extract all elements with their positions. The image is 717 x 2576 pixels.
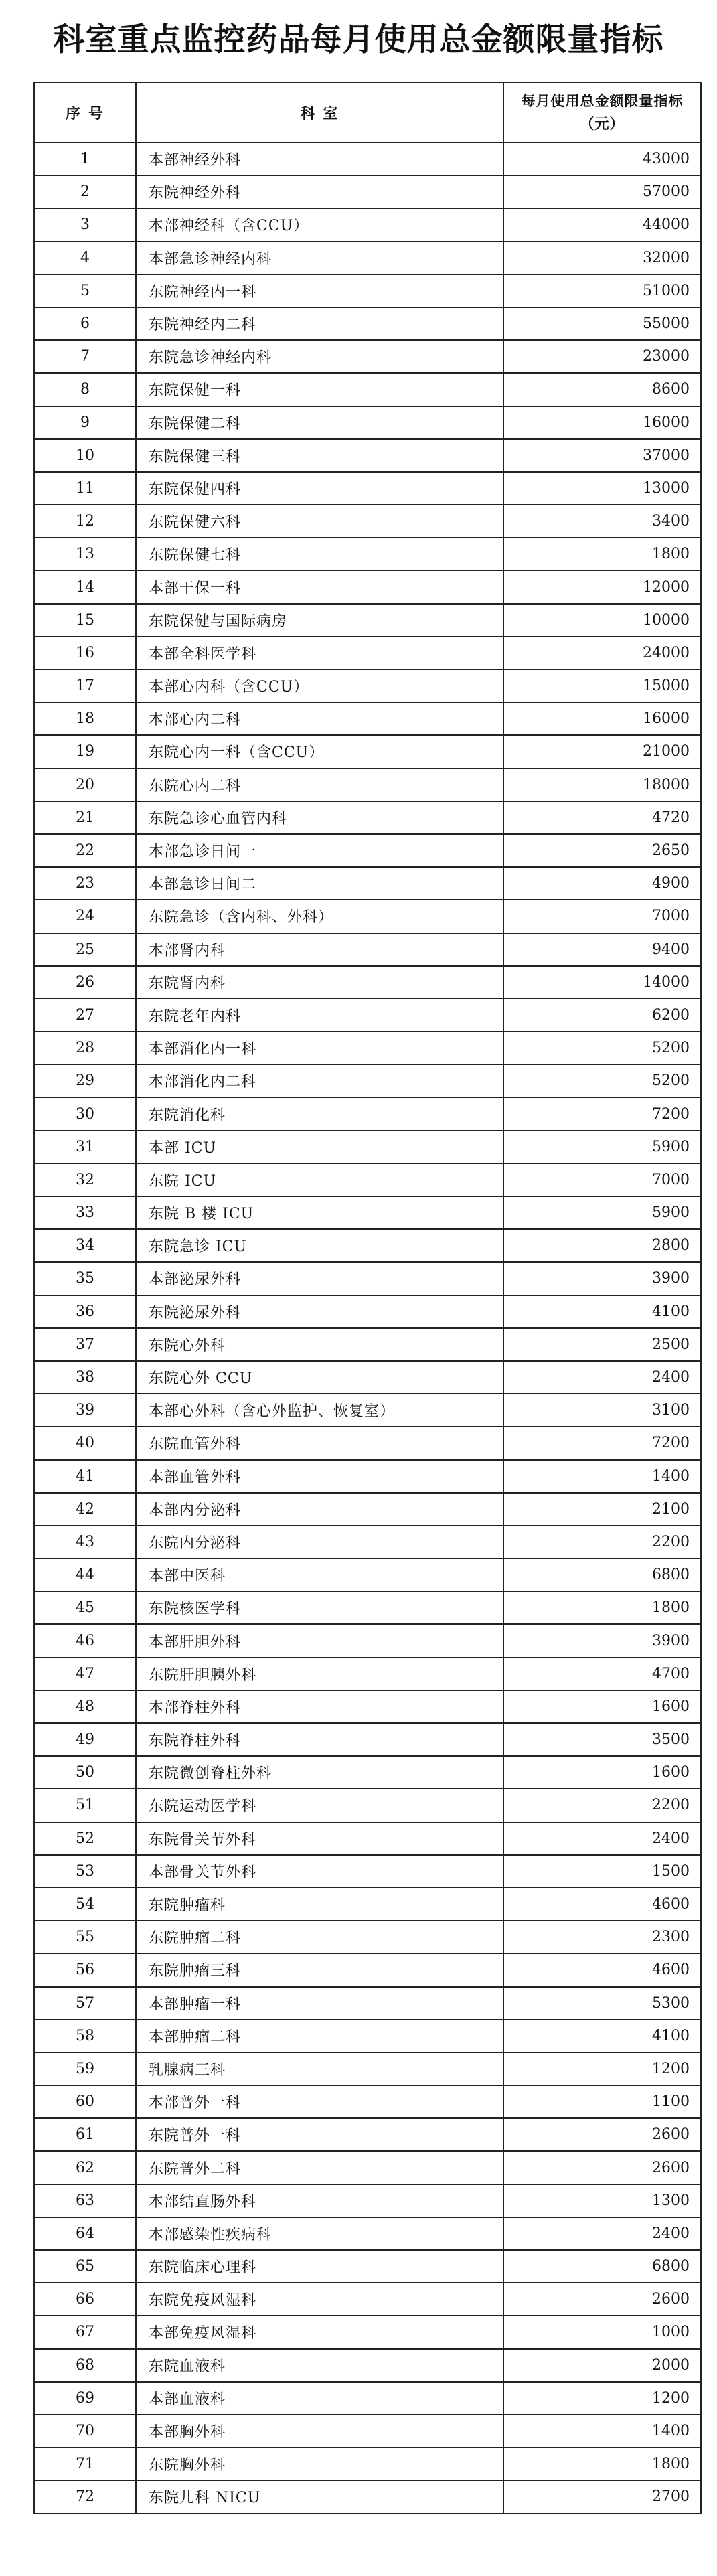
row-department: 东院肝胆胰外科 [136, 1658, 503, 1690]
row-department: 东院保健一科 [136, 373, 503, 406]
row-department: 本部神经外科 [136, 143, 503, 175]
table-row [34, 505, 701, 538]
row-department: 东院保健三科 [136, 439, 503, 472]
row-serial-number: 27 [34, 999, 136, 1032]
table-row [34, 735, 701, 768]
row-department: 本部中医科 [136, 1558, 503, 1591]
row-monthly-limit: 32000 [503, 242, 701, 274]
row-serial-number: 7 [34, 340, 136, 373]
row-monthly-limit: 1600 [503, 1690, 701, 1723]
row-department: 东院微创脊柱外科 [136, 1756, 503, 1789]
table-row [34, 1987, 701, 2020]
row-serial-number: 33 [34, 1196, 136, 1229]
table-row [34, 801, 701, 834]
row-department: 东院骨关节外科 [136, 1822, 503, 1855]
row-serial-number: 51 [34, 1789, 136, 1822]
row-serial-number: 61 [34, 2118, 136, 2151]
row-monthly-limit: 23000 [503, 340, 701, 373]
table-row [34, 2283, 701, 2316]
row-monthly-limit: 2400 [503, 1822, 701, 1855]
row-serial-number: 37 [34, 1328, 136, 1361]
row-serial-number: 64 [34, 2217, 136, 2250]
table-row [34, 769, 701, 801]
row-monthly-limit: 1000 [503, 2316, 701, 2348]
row-serial-number: 71 [34, 2447, 136, 2480]
row-monthly-limit: 4900 [503, 867, 701, 900]
table-row [34, 1723, 701, 1756]
row-department: 本部血液科 [136, 2382, 503, 2415]
table-row [34, 1394, 701, 1427]
table-row [34, 1953, 701, 1986]
row-serial-number: 34 [34, 1229, 136, 1262]
row-monthly-limit: 16000 [503, 406, 701, 439]
row-department: 东院内分泌科 [136, 1526, 503, 1558]
row-department: 东院普外一科 [136, 2118, 503, 2151]
row-department: 东院保健四科 [136, 472, 503, 505]
row-serial-number: 16 [34, 637, 136, 669]
table-row [34, 2316, 701, 2348]
table-row [34, 2447, 701, 2480]
row-serial-number: 53 [34, 1855, 136, 1888]
row-serial-number: 47 [34, 1658, 136, 1690]
row-monthly-limit: 1400 [503, 1460, 701, 1493]
row-department: 东院肿瘤科 [136, 1888, 503, 1921]
row-department: 东院心内一科（含CCU） [136, 735, 503, 768]
table-row [34, 1888, 701, 1921]
table-row [34, 1921, 701, 1953]
row-serial-number: 21 [34, 801, 136, 834]
row-serial-number: 65 [34, 2250, 136, 2283]
row-department: 本部血管外科 [136, 1460, 503, 1493]
row-monthly-limit: 7200 [503, 1427, 701, 1459]
row-department: 东院神经外科 [136, 175, 503, 208]
table-row [34, 1789, 701, 1822]
row-department: 本部急诊日间二 [136, 867, 503, 900]
row-monthly-limit: 3900 [503, 1624, 701, 1657]
table-row [34, 637, 701, 669]
row-monthly-limit: 1500 [503, 1855, 701, 1888]
row-monthly-limit: 3400 [503, 505, 701, 538]
table-row [34, 933, 701, 966]
row-monthly-limit: 14000 [503, 966, 701, 999]
row-serial-number: 38 [34, 1361, 136, 1394]
row-department: 本部内分泌科 [136, 1493, 503, 1526]
row-monthly-limit: 4600 [503, 1953, 701, 1986]
row-monthly-limit: 2700 [503, 2480, 701, 2513]
row-department: 东院保健二科 [136, 406, 503, 439]
row-monthly-limit: 10000 [503, 604, 701, 637]
row-monthly-limit: 5200 [503, 1064, 701, 1097]
row-department: 本部消化内二科 [136, 1064, 503, 1097]
row-serial-number: 25 [34, 933, 136, 966]
row-monthly-limit: 5200 [503, 1032, 701, 1064]
row-monthly-limit: 55000 [503, 307, 701, 340]
row-department: 东院老年内科 [136, 999, 503, 1032]
row-serial-number: 67 [34, 2316, 136, 2348]
row-monthly-limit: 2400 [503, 2217, 701, 2250]
row-monthly-limit: 2800 [503, 1229, 701, 1262]
table-row [34, 1097, 701, 1130]
row-monthly-limit: 1200 [503, 2052, 701, 2085]
row-monthly-limit: 43000 [503, 143, 701, 175]
row-department: 东院心内二科 [136, 769, 503, 801]
table-row [34, 2480, 701, 2513]
row-serial-number: 13 [34, 538, 136, 570]
table-row [34, 1131, 701, 1163]
table-row [34, 900, 701, 933]
row-serial-number: 29 [34, 1064, 136, 1097]
row-monthly-limit: 24000 [503, 637, 701, 669]
row-monthly-limit: 2400 [503, 1361, 701, 1394]
row-serial-number: 49 [34, 1723, 136, 1756]
row-department: 本部普外一科 [136, 2085, 503, 2118]
row-monthly-limit: 2650 [503, 834, 701, 867]
row-serial-number: 69 [34, 2382, 136, 2415]
row-serial-number: 6 [34, 307, 136, 340]
row-serial-number: 46 [34, 1624, 136, 1657]
row-department: 东院神经内二科 [136, 307, 503, 340]
row-department: 东院消化科 [136, 1097, 503, 1130]
table-row [34, 2415, 701, 2447]
row-department: 东院保健七科 [136, 538, 503, 570]
table-row [34, 143, 701, 175]
row-serial-number: 26 [34, 966, 136, 999]
table-row [34, 570, 701, 603]
table-row [34, 2217, 701, 2250]
row-serial-number: 32 [34, 1163, 136, 1196]
row-serial-number: 63 [34, 2184, 136, 2217]
row-monthly-limit: 13000 [503, 472, 701, 505]
table-body [34, 143, 701, 2514]
row-monthly-limit: 2200 [503, 1526, 701, 1558]
table-row [34, 175, 701, 208]
table-row [34, 1229, 701, 1262]
row-department: 东院泌尿外科 [136, 1295, 503, 1328]
header-monthly-limit: 每月使用总金额限量指标（元） [503, 82, 701, 143]
row-serial-number: 36 [34, 1295, 136, 1328]
row-department: 东院普外二科 [136, 2151, 503, 2184]
row-department: 本部骨关节外科 [136, 1855, 503, 1888]
row-monthly-limit: 1300 [503, 2184, 701, 2217]
row-monthly-limit: 6800 [503, 2250, 701, 2283]
table-row [34, 669, 701, 702]
row-monthly-limit: 1200 [503, 2382, 701, 2415]
row-monthly-limit: 15000 [503, 669, 701, 702]
row-serial-number: 24 [34, 900, 136, 933]
row-serial-number: 58 [34, 2020, 136, 2052]
table-row [34, 373, 701, 406]
row-monthly-limit: 2200 [503, 1789, 701, 1822]
row-monthly-limit: 4720 [503, 801, 701, 834]
row-serial-number: 30 [34, 1097, 136, 1130]
row-serial-number: 12 [34, 505, 136, 538]
table-row [34, 2085, 701, 2118]
row-monthly-limit: 2100 [503, 1493, 701, 1526]
table-row [34, 1032, 701, 1064]
row-department: 东院血管外科 [136, 1427, 503, 1459]
row-department: 东院运动医学科 [136, 1789, 503, 1822]
row-monthly-limit: 6800 [503, 1558, 701, 1591]
row-serial-number: 40 [34, 1427, 136, 1459]
row-department: 本部消化内一科 [136, 1032, 503, 1064]
row-monthly-limit: 7000 [503, 1163, 701, 1196]
row-monthly-limit: 2300 [503, 1921, 701, 1953]
row-serial-number: 19 [34, 735, 136, 768]
row-serial-number: 15 [34, 604, 136, 637]
table-row [34, 1262, 701, 1295]
row-serial-number: 39 [34, 1394, 136, 1427]
table-row [34, 999, 701, 1032]
row-serial-number: 44 [34, 1558, 136, 1591]
row-monthly-limit: 1800 [503, 1591, 701, 1624]
row-department: 东院神经内一科 [136, 274, 503, 307]
row-department: 东院急诊心血管内科 [136, 801, 503, 834]
row-monthly-limit: 44000 [503, 208, 701, 241]
row-department: 东院急诊 ICU [136, 1229, 503, 1262]
row-serial-number: 54 [34, 1888, 136, 1921]
row-serial-number: 57 [34, 1987, 136, 2020]
row-department: 东院 ICU [136, 1163, 503, 1196]
row-monthly-limit: 21000 [503, 735, 701, 768]
row-monthly-limit: 12000 [503, 570, 701, 603]
row-department: 东院核医学科 [136, 1591, 503, 1624]
row-department: 本部神经科（含CCU） [136, 208, 503, 241]
table-header-row [34, 82, 701, 143]
row-monthly-limit: 1800 [503, 538, 701, 570]
row-serial-number: 23 [34, 867, 136, 900]
row-monthly-limit: 4600 [503, 1888, 701, 1921]
table-row [34, 340, 701, 373]
row-serial-number: 17 [34, 669, 136, 702]
row-serial-number: 62 [34, 2151, 136, 2184]
table-row [34, 1295, 701, 1328]
table-row [34, 274, 701, 307]
table-row [34, 2020, 701, 2052]
row-monthly-limit: 2600 [503, 2151, 701, 2184]
row-monthly-limit: 4100 [503, 1295, 701, 1328]
row-department: 东院临床心理科 [136, 2250, 503, 2283]
row-serial-number: 45 [34, 1591, 136, 1624]
row-serial-number: 10 [34, 439, 136, 472]
row-department: 本部脊柱外科 [136, 1690, 503, 1723]
table-row [34, 702, 701, 735]
row-serial-number: 14 [34, 570, 136, 603]
table-row [34, 242, 701, 274]
row-department: 本部心外科（含心外监护、恢复室） [136, 1394, 503, 1427]
drug-limit-table [33, 82, 702, 2514]
table-row [34, 1558, 701, 1591]
row-monthly-limit: 5900 [503, 1196, 701, 1229]
row-serial-number: 42 [34, 1493, 136, 1526]
row-monthly-limit: 3900 [503, 1262, 701, 1295]
table-row [34, 1624, 701, 1657]
row-department: 东院心外科 [136, 1328, 503, 1361]
row-department: 东院脊柱外科 [136, 1723, 503, 1756]
table-row [34, 2349, 701, 2382]
row-serial-number: 72 [34, 2480, 136, 2513]
row-department: 东院血液科 [136, 2349, 503, 2382]
table-row [34, 1756, 701, 1789]
table-row [34, 1427, 701, 1459]
row-serial-number: 2 [34, 175, 136, 208]
row-monthly-limit: 3500 [503, 1723, 701, 1756]
table-row [34, 1361, 701, 1394]
row-serial-number: 1 [34, 143, 136, 175]
row-serial-number: 20 [34, 769, 136, 801]
row-serial-number: 3 [34, 208, 136, 241]
table-row [34, 2118, 701, 2151]
row-department: 本部胸外科 [136, 2415, 503, 2447]
table-row [34, 2184, 701, 2217]
row-serial-number: 59 [34, 2052, 136, 2085]
row-department: 东院 B 楼 ICU [136, 1196, 503, 1229]
table-row [34, 1591, 701, 1624]
table-row [34, 1855, 701, 1888]
row-serial-number: 41 [34, 1460, 136, 1493]
row-department: 东院胸外科 [136, 2447, 503, 2480]
row-serial-number: 60 [34, 2085, 136, 2118]
row-monthly-limit: 4700 [503, 1658, 701, 1690]
row-serial-number: 48 [34, 1690, 136, 1723]
table-row [34, 208, 701, 241]
row-department: 东院保健与国际病房 [136, 604, 503, 637]
row-department: 本部 ICU [136, 1131, 503, 1163]
row-monthly-limit: 37000 [503, 439, 701, 472]
row-serial-number: 43 [34, 1526, 136, 1558]
table-row [34, 1526, 701, 1558]
table-row [34, 1328, 701, 1361]
row-department: 本部肾内科 [136, 933, 503, 966]
table-row [34, 834, 701, 867]
row-department: 本部全科医学科 [136, 637, 503, 669]
row-serial-number: 28 [34, 1032, 136, 1064]
row-department: 本部免疫风湿科 [136, 2316, 503, 2348]
row-department: 本部干保一科 [136, 570, 503, 603]
table-row [34, 1163, 701, 1196]
row-department: 本部急诊神经内科 [136, 242, 503, 274]
row-department: 本部急诊日间一 [136, 834, 503, 867]
row-monthly-limit: 1400 [503, 2415, 701, 2447]
table-row [34, 867, 701, 900]
row-serial-number: 70 [34, 2415, 136, 2447]
table-row [34, 472, 701, 505]
row-serial-number: 8 [34, 373, 136, 406]
table-row [34, 1493, 701, 1526]
row-monthly-limit: 3100 [503, 1394, 701, 1427]
row-department: 本部心内二科 [136, 702, 503, 735]
table-row [34, 1460, 701, 1493]
row-department: 东院心外 CCU [136, 1361, 503, 1394]
row-department: 本部泌尿外科 [136, 1262, 503, 1295]
table-row [34, 2382, 701, 2415]
row-serial-number: 5 [34, 274, 136, 307]
row-serial-number: 52 [34, 1822, 136, 1855]
row-monthly-limit: 5900 [503, 1131, 701, 1163]
row-monthly-limit: 16000 [503, 702, 701, 735]
row-department: 东院肾内科 [136, 966, 503, 999]
table-row [34, 2151, 701, 2184]
row-monthly-limit: 2000 [503, 2349, 701, 2382]
row-department: 本部肝胆外科 [136, 1624, 503, 1657]
row-serial-number: 11 [34, 472, 136, 505]
row-monthly-limit: 9400 [503, 933, 701, 966]
table-row [34, 1822, 701, 1855]
row-monthly-limit: 1800 [503, 2447, 701, 2480]
row-monthly-limit: 2600 [503, 2118, 701, 2151]
row-monthly-limit: 4100 [503, 2020, 701, 2052]
row-department: 东院急诊（含内科、外科） [136, 900, 503, 933]
row-department: 东院免疫风湿科 [136, 2283, 503, 2316]
row-monthly-limit: 2500 [503, 1328, 701, 1361]
table-row [34, 1064, 701, 1097]
table-row [34, 406, 701, 439]
row-department: 本部肿瘤一科 [136, 1987, 503, 2020]
row-department: 东院急诊神经内科 [136, 340, 503, 373]
row-serial-number: 66 [34, 2283, 136, 2316]
row-department: 东院肿瘤二科 [136, 1921, 503, 1953]
row-serial-number: 55 [34, 1921, 136, 1953]
row-serial-number: 9 [34, 406, 136, 439]
row-department: 本部肿瘤二科 [136, 2020, 503, 2052]
table-row [34, 538, 701, 570]
row-monthly-limit: 2600 [503, 2283, 701, 2316]
table-row [34, 439, 701, 472]
table-row [34, 966, 701, 999]
header-serial-number: 序 号 [34, 82, 136, 143]
row-monthly-limit: 5300 [503, 1987, 701, 2020]
row-monthly-limit: 1600 [503, 1756, 701, 1789]
row-department: 东院肿瘤三科 [136, 1953, 503, 1986]
row-serial-number: 50 [34, 1756, 136, 1789]
table-row [34, 1690, 701, 1723]
row-department: 东院保健六科 [136, 505, 503, 538]
table-row [34, 1196, 701, 1229]
row-serial-number: 35 [34, 1262, 136, 1295]
table-row [34, 2250, 701, 2283]
row-monthly-limit: 18000 [503, 769, 701, 801]
row-department: 东院儿科 NICU [136, 2480, 503, 2513]
document-title: 科室重点监控药品每月使用总金额限量指标 [53, 21, 664, 58]
row-serial-number: 31 [34, 1131, 136, 1163]
row-department: 本部结直肠外科 [136, 2184, 503, 2217]
row-monthly-limit: 1100 [503, 2085, 701, 2118]
row-monthly-limit: 7000 [503, 900, 701, 933]
row-monthly-limit: 57000 [503, 175, 701, 208]
row-department: 本部感染性疾病科 [136, 2217, 503, 2250]
table-row [34, 2052, 701, 2085]
row-serial-number: 22 [34, 834, 136, 867]
row-monthly-limit: 8600 [503, 373, 701, 406]
row-serial-number: 68 [34, 2349, 136, 2382]
table-row [34, 1658, 701, 1690]
row-department: 乳腺病三科 [136, 2052, 503, 2085]
row-monthly-limit: 7200 [503, 1097, 701, 1130]
row-department: 本部心内科（含CCU） [136, 669, 503, 702]
row-monthly-limit: 51000 [503, 274, 701, 307]
row-serial-number: 4 [34, 242, 136, 274]
row-monthly-limit: 6200 [503, 999, 701, 1032]
row-serial-number: 56 [34, 1953, 136, 1986]
table-row [34, 604, 701, 637]
row-serial-number: 18 [34, 702, 136, 735]
table-row [34, 307, 701, 340]
header-department: 科 室 [136, 82, 503, 143]
